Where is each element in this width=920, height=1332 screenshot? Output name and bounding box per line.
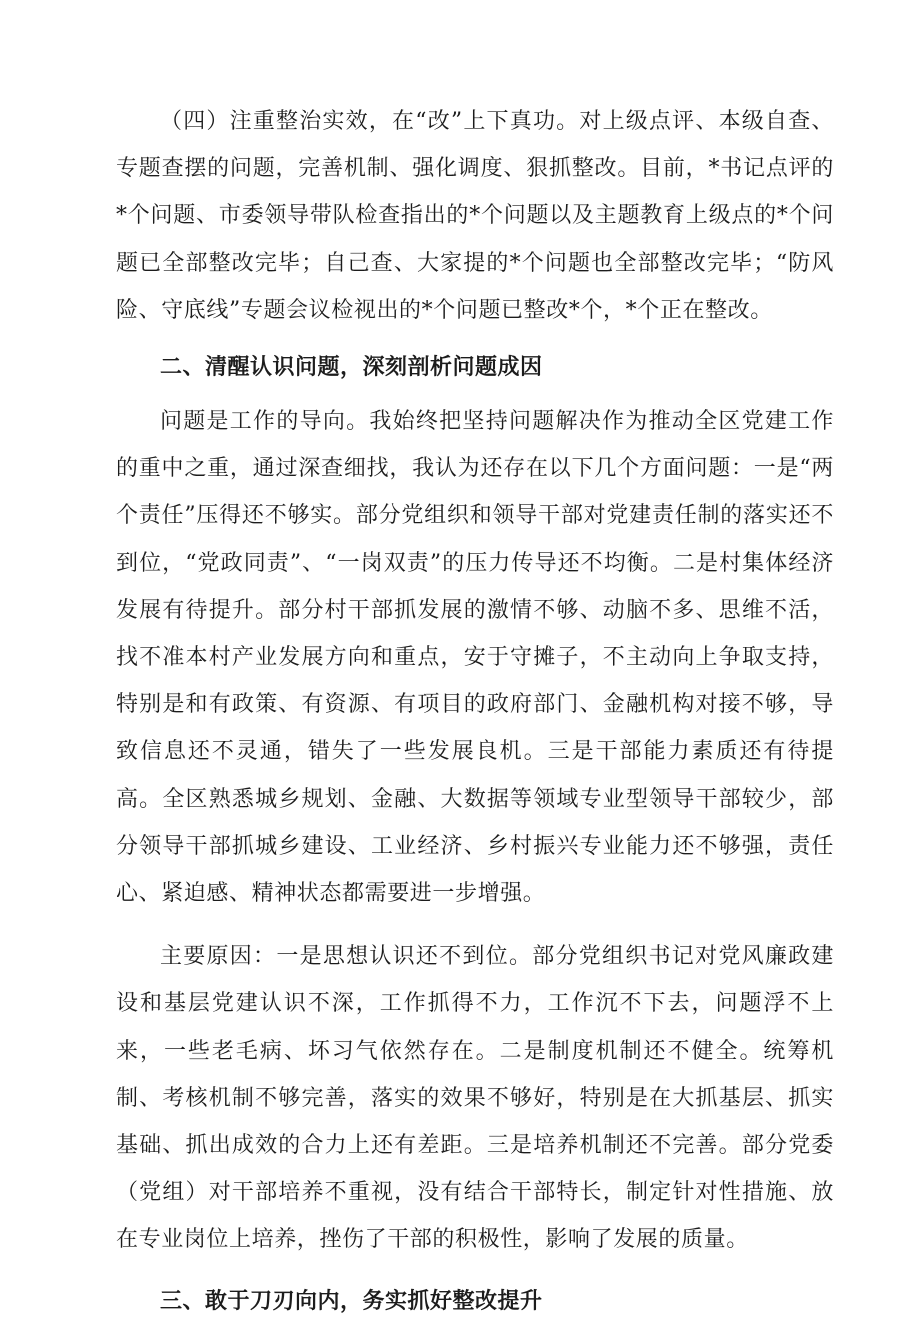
section-heading-3: 三、敢于刀刃向内，务实抓好整改提升 [160,1288,543,1314]
paragraph-problems: 问题是工作的导向。我始终把坚持问题解决作为推动全区党建工作的重中之重，通过深查细找，我认为还存在以下几个方面问题：一是“两个责任”压得还不够实。部分党组织和领导干部对党建责任制的落实还不到位，“党政同责”、“一岗双责”的压力传导还不均衡。二是村集体经济发展有待提升。部分村干部抓发展的激情不够、动脑不多、思维不活，找不准本村产业发展方向和重点，安于守摊子，不主动向上争取支持，特别是和有政策、有资源、有项目的政府部门、金融机构对接不够，导致信息还不灵通，错失了一些发展良机。三是干部能力素质还有待提高。全区熟悉城乡规划、金融、大数据等领域专业型领导干部较少，部分领导干部抓城乡建设、工业经济、乡村振兴专业能力还不够强，责任心、紧迫感、精神状态都需要进一步增强。 [116,409,834,907]
paragraph-main-causes: 主要原因：一是思想认识还不到位。部分党组织书记对党风廉政建设和基层党建认识不深，工作抓得不力，工作沉不下去，问题浮不上来，一些老毛病、坏习气依然存在。二是制度机制还不健全。统筹机制、考核机制不够完善，落实的效果不够好，特别是在大抓基层、抓实基础、抓出成效的合力上还有差距。三是培养机制还不完善。部分党委（党组）对干部培养不重视，没有结合干部特长，制定针对性措施、放在专业岗位上培养，挫伤了干部的积极性，影响了发展的质量。 [116,944,834,1253]
section-heading-2: 二、清醒认识问题，深刻剖析问题成因 [160,355,543,381]
paragraph-rectification-effect: （四）注重整治实效，在“改”上下真功。对上级点评、本级自查、专题查摆的问题，完善机制、强化调度、狠抓整改。目前，*书记点评的*个问题、市委领导带队检查指出的*个问题以及主题教育上级点的*个问题已全部整改完毕；自己查、大家提的*个问题也全部整改完毕；“防风险、守底线”专题会议检视出的*个问题已整改*个，*个正在整改。 [116,109,834,323]
document-body [116,98,834,1332]
paragraph-spacer [116,917,834,933]
